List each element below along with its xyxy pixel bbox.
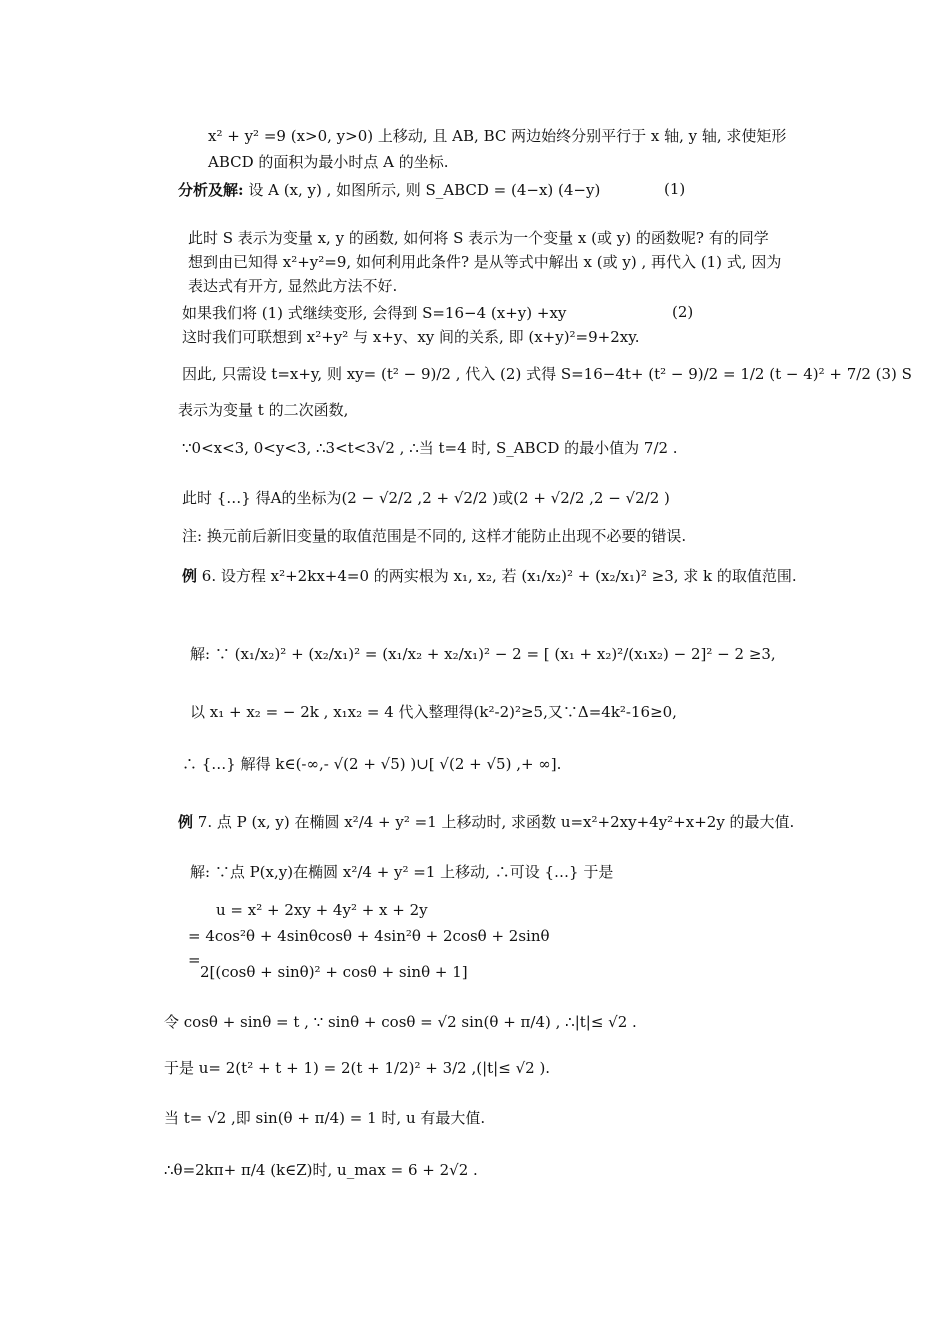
analysis-text: 设 A (x, y) , 如图所示, 则 S_ABCD = (4−x) (4−y) bbox=[248, 181, 601, 199]
example-7-solution-line-1: 解: ∵点 P(x,y)在椭圆 x²/4 + y² =1 上移动, ∴可设 {…} 于是 bbox=[190, 863, 614, 881]
example-7-result: ∴θ=2kπ+ π/4 (k∈Z)时, u_max = 6 + 2√2 . bbox=[164, 1161, 478, 1179]
example-7-quadratic: 于是 u= 2(t² + t + 1) = 2(t + 1/2)² + 3/2 ,(|t|≤ √2 ). bbox=[164, 1059, 551, 1077]
example-6-statement bbox=[182, 566, 797, 586]
example-6-solution-line-2: 以 x₁ + x₂ = − 2k , x₁x₂ = 4 代入整理得(k²-2)²≥5,又∵Δ=4k²-16≥0, bbox=[190, 703, 677, 721]
example-7-derivation-1: u = x² + 2xy + 4y² + x + 2y bbox=[216, 901, 428, 919]
equation-number-1: (1) bbox=[664, 180, 686, 198]
example-7-derivation-2: = 4cos²θ + 4sinθcosθ + 4sin²θ + 2cosθ + 2sinθ bbox=[188, 927, 550, 945]
example-7-derivation-3: 2[(cosθ + sinθ)² + cosθ + sinθ + 1] bbox=[200, 963, 468, 981]
paragraph-line-7: 如果我们将 (1) 式继续变形, 会得到 S=16−4 (x+y) +xy bbox=[182, 304, 567, 322]
paragraph-line-5: 想到由已知得 x²+y²=9, 如何利用此条件? 是从等式中解出 x (或 y) , 再代入 (1) 式, 因为 bbox=[188, 253, 782, 271]
example-6-text: 6. 设方程 x²+2kx+4=0 的两实根为 x₁, x₂, 若 (x₁/x₂)² + (x₂/x₁)² ≥3, 求 k 的取值范围. bbox=[201, 567, 797, 585]
paragraph-line-4: 此时 S 表示为变量 x, y 的函数, 如何将 S 表示为一个变量 x (或 y) 的函数呢? 有的同学 bbox=[188, 229, 769, 247]
example-7-text: 7. 点 P (x, y) 在椭圆 x²/4 + y² =1 上移动时, 求函数 u=x²+2xy+4y²+x+2y 的最大值. bbox=[197, 813, 795, 831]
problem-condition-line-1: x² + y² =9 (x>0, y>0) 上移动, 且 AB, BC 两边始终分别平行于 x 轴, y 轴, 求使矩形 bbox=[208, 127, 787, 145]
paragraph-line-10: 表示为变量 t 的二次函数, bbox=[178, 401, 349, 419]
example-6-solution-line-1: 解: ∵ (x₁/x₂)² + (x₂/x₁)² = (x₁/x₂ + x₂/x₁)² − 2 = [ (x₁ + x₂)²/(x₁x₂) − 2]² − 2 ≥3, bbox=[190, 645, 776, 663]
example-7-derivation-3-eq: = bbox=[188, 951, 201, 969]
example-7-maximum-condition: 当 t= √2 ,即 sin(θ + π/4) = 1 时, u 有最大值. bbox=[164, 1109, 486, 1127]
paragraph-line-8: 这时我们可联想到 x²+y² 与 x+y、xy 间的关系, 即 (x+y)²=9+2xy. bbox=[182, 328, 640, 346]
example-7-statement bbox=[178, 812, 794, 832]
example-6-label: 例 bbox=[182, 567, 198, 585]
paragraph-line-9: 因此, 只需设 t=x+y, 则 xy= (t² − 9)/2 , 代入 (2) 式得 S=16−4t+ (t² − 9)/2 = 1/2 (t − 4)² + 7/2 (3) S bbox=[182, 365, 912, 383]
example-6-solution-line-3: ∴ {…} 解得 k∈(-∞,- √(2 + √5) )∪[ √(2 + √5) ,+ ∞]. bbox=[182, 755, 562, 773]
example-7-substitution: 令 cosθ + sinθ = t , ∵ sinθ + cosθ = √2 sin(θ + π/4) , ∴|t|≤ √2 . bbox=[164, 1013, 637, 1031]
paragraph-line-11: ∵0<x<3, 0<y<3, ∴3<t<3√2 , ∴当 t=4 时, S_ABCD 的最小值为 7/2 . bbox=[182, 439, 678, 457]
equation-number-2: (2) bbox=[672, 303, 694, 321]
paragraph-line-6: 表达式有开方, 显然此方法不好. bbox=[188, 277, 398, 295]
problem-condition-line-2: ABCD 的面积为最小时点 A 的坐标. bbox=[208, 153, 449, 171]
paragraph-line-12: 此时 {…} 得A的坐标为(2 − √2/2 ,2 + √2/2 )或(2 + √2/2 ,2 − √2/2 ) bbox=[182, 489, 670, 507]
example-7-label: 例 bbox=[178, 813, 194, 831]
analysis-label: 分析及解: bbox=[178, 181, 244, 199]
note-line: 注: 换元前后新旧变量的取值范围是不同的, 这样才能防止出现不必要的错误. bbox=[182, 527, 687, 545]
analysis-line bbox=[178, 180, 600, 200]
